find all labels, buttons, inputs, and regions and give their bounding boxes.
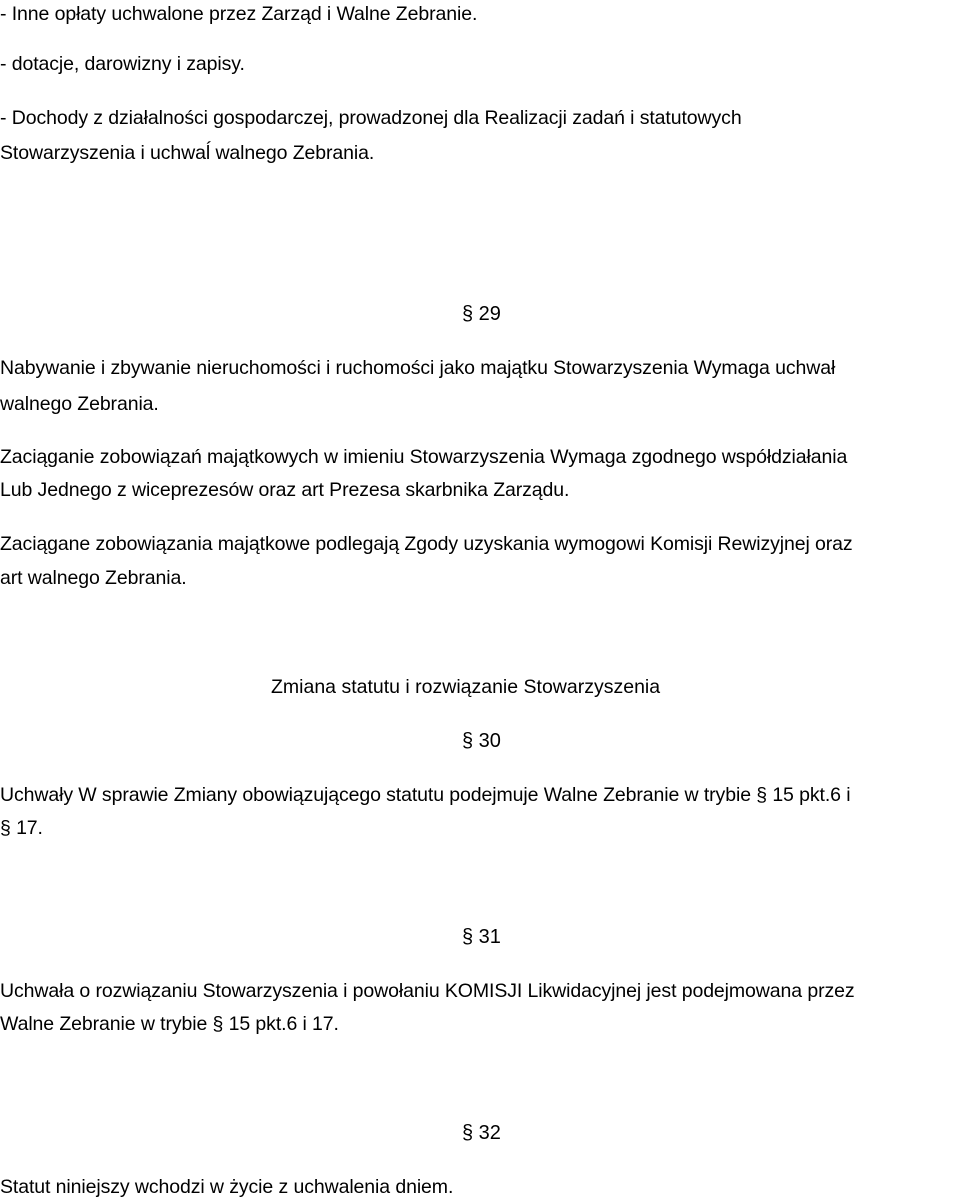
section-29-para-3-line-2: art walnego Zebrania. [0,567,187,589]
section-31-number: § 31 [462,926,501,948]
section-30-para-1-line-1: Uchwały W sprawie Zmiany obowiązującego statutu podejmuje Walne Zebranie w trybie § 15 pkt.6 i [0,784,851,806]
section-30-para-1-line-2: § 17. [0,817,43,839]
section-29-para-3-line-1: Zaciągane zobowiązania majątkowe podlegają Zgody uzyskania wymogowi Komisji Rewizyjnej oraz [0,533,853,555]
list-item-grants: - dotacje, darowizny i zapisy. [0,53,245,75]
list-item-business-income-line-2: Stowarzyszenia i uchwaĺ walnego Zebrania. [0,142,375,164]
section-32-para-1-line-1: Statut niniejszy wchodzi w życie z uchwalenia dniem. [0,1176,454,1198]
section-29-para-1-line-2: walnego Zebrania. [0,393,159,415]
list-item-other-fees: - Inne opłaty uchwalone przez Zarząd i Walne Zebranie. [0,3,478,25]
section-30-number: § 30 [462,730,501,752]
section-31-para-1-line-2: Walne Zebranie w trybie § 15 pkt.6 i 17. [0,1013,339,1035]
chapter-heading: Zmiana statutu i rozwiązanie Stowarzyszenia [271,676,661,698]
section-29-para-2-line-1: Zaciąganie zobowiązań majątkowych w imieniu Stowarzyszenia Wymaga zgodnego współdziałania [0,446,848,468]
section-32-number: § 32 [462,1122,501,1144]
list-item-business-income-line-1: - Dochody z działalności gospodarczej, prowadzonej dla Realizacji zadań i statutowych [0,107,742,129]
section-29-para-2-line-2: Lub Jednego z wiceprezesów oraz art Prezesa skarbnika Zarządu. [0,479,570,501]
section-29-number: § 29 [462,303,501,325]
section-31-para-1-line-1: Uchwała o rozwiązaniu Stowarzyszenia i powołaniu KOMISJI Likwidacyjnej jest podejmowana przez [0,980,855,1002]
section-29-para-1-line-1: Nabywanie i zbywanie nieruchomości i ruchomości jako majątku Stowarzyszenia Wymaga uchwał [0,357,836,379]
